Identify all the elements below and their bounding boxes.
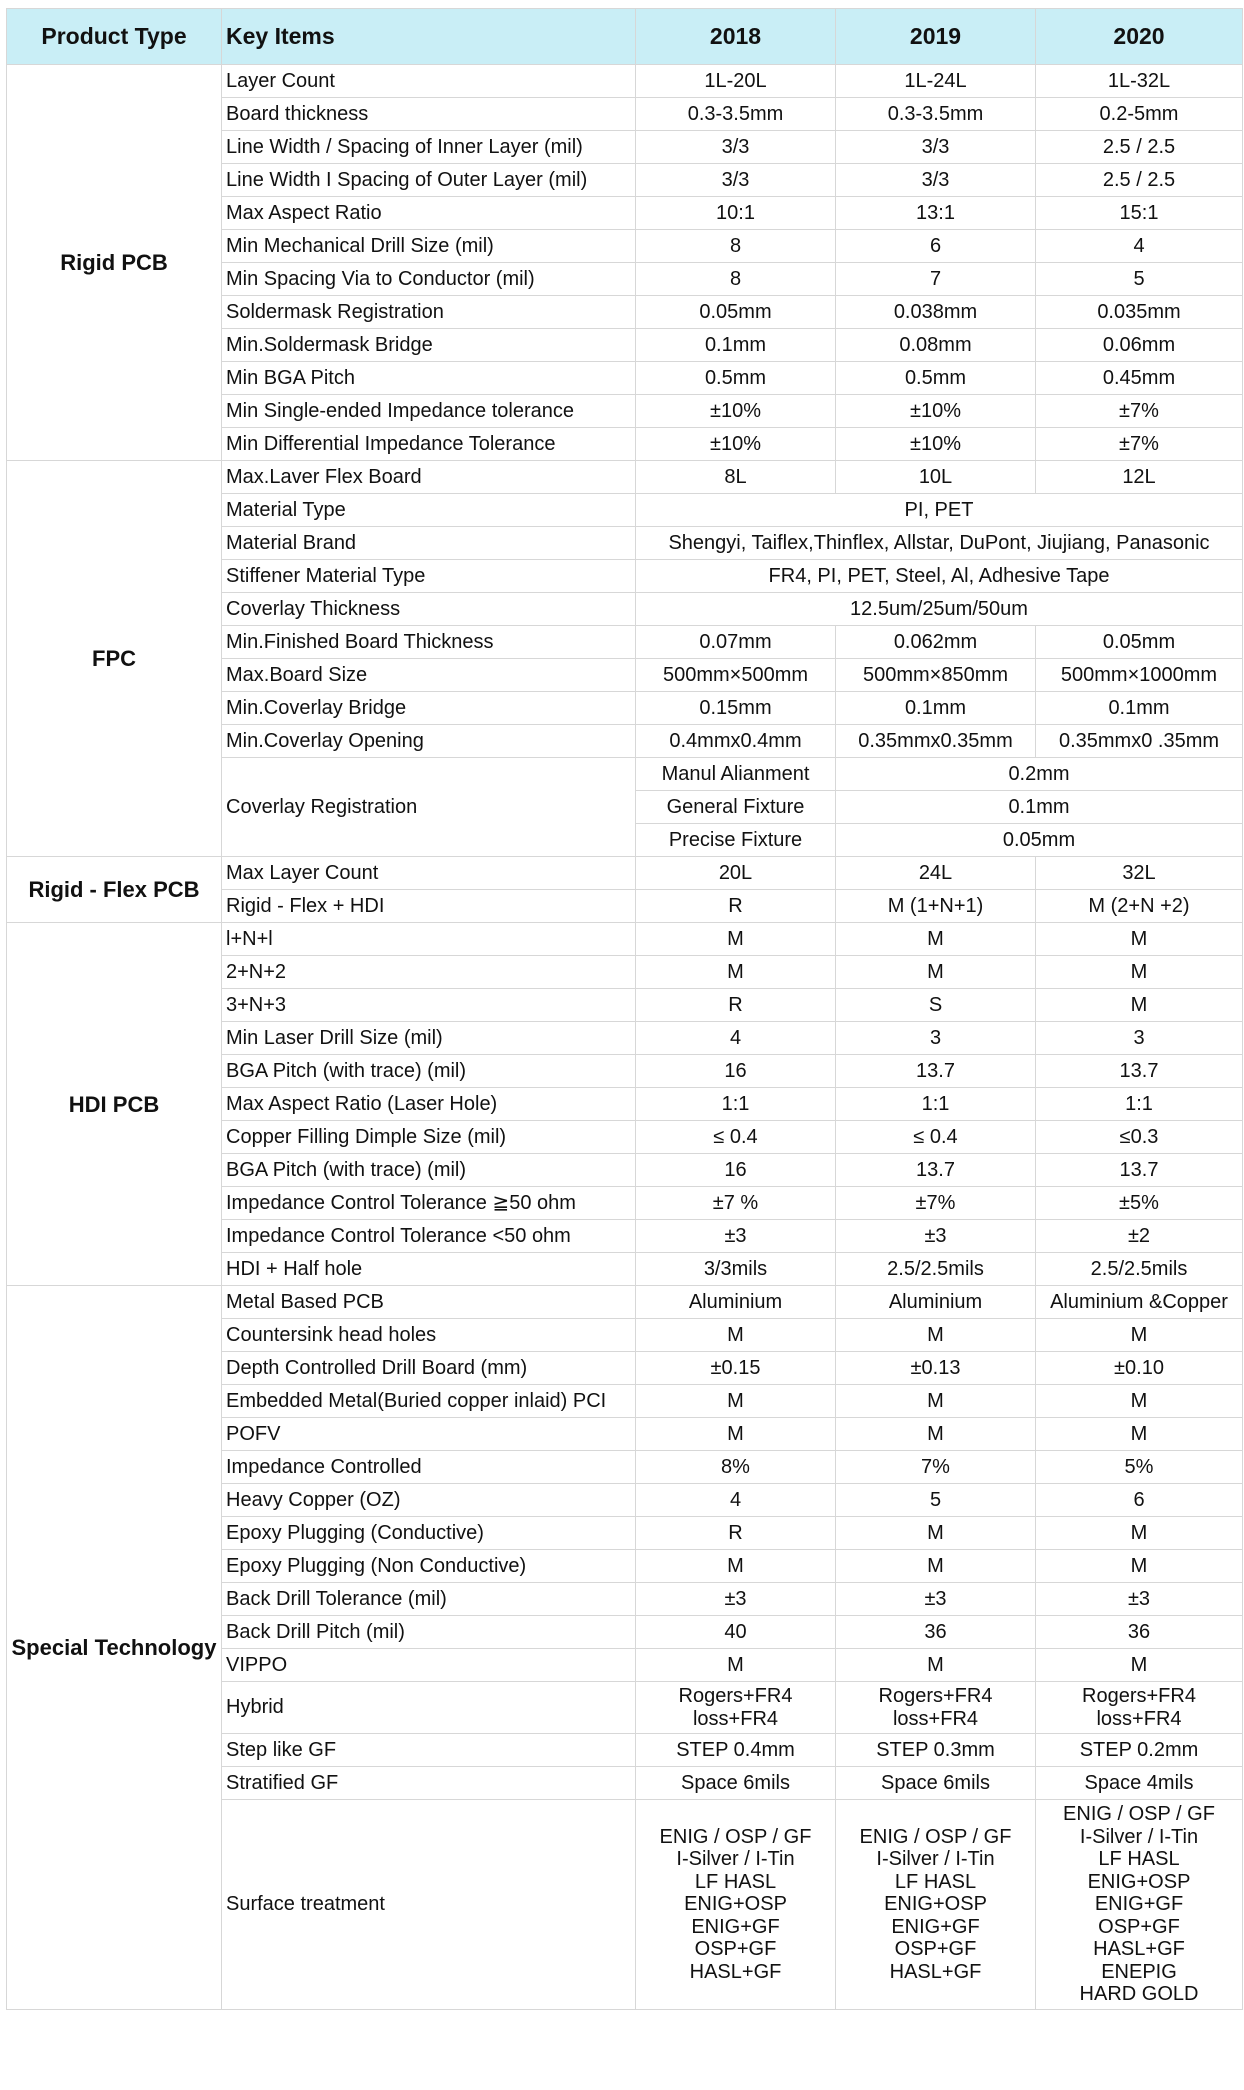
value-line: ENIG+GF: [891, 1915, 980, 1938]
value-cell: 2.5/2.5mils: [836, 1253, 1036, 1286]
value-cell: 16: [636, 1055, 836, 1088]
value-cell: ±7%: [1036, 428, 1243, 461]
value-line: LF HASL: [894, 1870, 977, 1893]
value-cell: M: [836, 1649, 1036, 1682]
value-cell: 0.1mm: [636, 329, 836, 362]
value-cell: 500mm×500mm: [636, 659, 836, 692]
value-cell: 5: [1036, 263, 1243, 296]
value-line: I-Silver / I-Tin: [676, 1848, 795, 1871]
value-cell: ±10%: [836, 395, 1036, 428]
value-cell: M (1+N+1): [836, 890, 1036, 923]
value-line: ENIG / OSP / GF: [1063, 1803, 1215, 1826]
value-cell: 0.45mm: [1036, 362, 1243, 395]
value-cell: M: [1036, 1418, 1243, 1451]
key-item-cell: Coverlay Thickness: [222, 593, 636, 626]
value-cell: [636, 1682, 836, 1734]
value-cell: R: [636, 890, 836, 923]
value-cell: 3/3: [636, 131, 836, 164]
value-cell: ±0.13: [836, 1352, 1036, 1385]
value-cell: 0.05mm: [1036, 626, 1243, 659]
product-type-cell: HDI PCB: [7, 923, 222, 1286]
value-cell: 6: [836, 230, 1036, 263]
value-cell: Space 6mils: [836, 1767, 1036, 1800]
value-line: I-Silver / I-Tin: [876, 1848, 995, 1871]
value-cell: 0.1mm: [1036, 692, 1243, 725]
value-cell: [836, 1800, 1036, 2010]
value-cell: 1:1: [636, 1088, 836, 1121]
value-cell: 13.7: [1036, 1154, 1243, 1187]
table-row: [7, 65, 1243, 98]
value-cell: M: [636, 1385, 836, 1418]
key-item-cell: Step like GF: [222, 1734, 636, 1767]
value-cell: 1L-32L: [1036, 65, 1243, 98]
value-cell: STEP 0.3mm: [836, 1734, 1036, 1767]
key-item-cell: Hybrid: [222, 1682, 636, 1734]
value-cell: M: [1036, 1319, 1243, 1352]
value-cell: 0.4mmx0.4mm: [636, 725, 836, 758]
key-item-cell: Max.Board Size: [222, 659, 636, 692]
value-cell: Shengyi, Taiflex,Thinflex, Allstar, DuPont, Jiujiang, Panasonic: [636, 527, 1243, 560]
key-item-cell: Epoxy Plugging (Non Conductive): [222, 1550, 636, 1583]
value-cell: 0.038mm: [836, 296, 1036, 329]
value-cell: 10L: [836, 461, 1036, 494]
header-row: [7, 9, 1243, 65]
value-cell: Manul Alianment: [636, 758, 836, 791]
value-cell: 36: [836, 1616, 1036, 1649]
value-line: ENEPIG: [1101, 1960, 1177, 1983]
value-cell: Precise Fixture: [636, 824, 836, 857]
key-item-cell: HDI + Half hole: [222, 1253, 636, 1286]
value-cell: M: [636, 1649, 836, 1682]
value-cell: 3: [1036, 1022, 1243, 1055]
value-cell: FR4, PI, PET, Steel, Al, Adhesive Tape: [636, 560, 1243, 593]
value-cell: ±7%: [1036, 395, 1243, 428]
key-item-cell: Embedded Metal(Buried copper inlaid) PCI: [222, 1385, 636, 1418]
key-item-cell: Coverlay Registration: [222, 758, 636, 857]
value-cell: 8L: [636, 461, 836, 494]
value-cell: 0.08mm: [836, 329, 1036, 362]
value-cell: 8: [636, 230, 836, 263]
value-line: ENIG+GF: [1094, 1893, 1184, 1916]
key-item-cell: Min.Finished Board Thickness: [222, 626, 636, 659]
value-cell: Space 4mils: [1036, 1767, 1243, 1800]
value-cell: ±5%: [1036, 1187, 1243, 1220]
table-row: [7, 857, 1243, 890]
value-cell: M: [1036, 923, 1243, 956]
key-item-cell: Impedance Control Tolerance ≧50 ohm: [222, 1187, 636, 1220]
product-type-cell: Special Technology: [7, 1286, 222, 2010]
value-cell: 0.2mm: [836, 758, 1243, 791]
value-cell: 3/3: [836, 131, 1036, 164]
value-cell: ±10%: [636, 428, 836, 461]
value-cell: ±3: [1036, 1583, 1243, 1616]
value-cell: 40: [636, 1616, 836, 1649]
value-cell: 12.5um/25um/50um: [636, 593, 1243, 626]
value-line: Rogers+FR4: [1082, 1685, 1196, 1707]
key-item-cell: Impedance Controlled: [222, 1451, 636, 1484]
value-cell: [1036, 1800, 1243, 2010]
value-cell: 0.2-5mm: [1036, 98, 1243, 131]
value-cell: 0.035mm: [1036, 296, 1243, 329]
table-body: [7, 65, 1243, 2010]
value-line: HASL+GF: [889, 1960, 982, 1983]
key-item-cell: VIPPO: [222, 1649, 636, 1682]
value-cell: 500mm×1000mm: [1036, 659, 1243, 692]
value-cell: ≤ 0.4: [836, 1121, 1036, 1154]
value-cell: 0.1mm: [836, 791, 1243, 824]
key-item-cell: Min.Coverlay Opening: [222, 725, 636, 758]
value-cell: ±0.15: [636, 1352, 836, 1385]
value-cell: ±10%: [636, 395, 836, 428]
value-cell: 13.7: [836, 1055, 1036, 1088]
value-cell: 32L: [1036, 857, 1243, 890]
key-item-cell: Min BGA Pitch: [222, 362, 636, 395]
value-cell: M: [1036, 1517, 1243, 1550]
value-cell: [1036, 1682, 1243, 1734]
key-item-cell: Stratified GF: [222, 1767, 636, 1800]
value-cell: 0.35mmx0.35mm: [836, 725, 1036, 758]
value-cell: [836, 1682, 1036, 1734]
key-item-cell: Min Single-ended Impedance tolerance: [222, 395, 636, 428]
value-cell: 0.06mm: [1036, 329, 1243, 362]
value-cell: M: [636, 1550, 836, 1583]
table-row: [7, 1286, 1243, 1319]
value-line: ENIG / OSP / GF: [659, 1825, 812, 1848]
value-cell: 0.15mm: [636, 692, 836, 725]
value-cell: 5: [836, 1484, 1036, 1517]
value-line: Rogers+FR4: [878, 1685, 993, 1707]
value-cell: 4: [1036, 230, 1243, 263]
value-cell: 4: [636, 1022, 836, 1055]
key-item-cell: Surface treatment: [222, 1800, 636, 2010]
key-item-cell: Layer Count: [222, 65, 636, 98]
value-cell: 0.3-3.5mm: [836, 98, 1036, 131]
header-product-type: Product Type: [7, 9, 222, 65]
value-cell: 20L: [636, 857, 836, 890]
value-cell: 7%: [836, 1451, 1036, 1484]
value-cell: Aluminium: [836, 1286, 1036, 1319]
value-line: ENIG / OSP / GF: [859, 1825, 1012, 1848]
key-item-cell: Min Differential Impedance Tolerance: [222, 428, 636, 461]
value-cell: 24L: [836, 857, 1036, 890]
value-cell: M: [1036, 1385, 1243, 1418]
table-row: [7, 923, 1243, 956]
key-item-cell: Material Brand: [222, 527, 636, 560]
header-year-2019: 2019: [836, 9, 1036, 65]
value-cell: 8%: [636, 1451, 836, 1484]
value-cell: 4: [636, 1484, 836, 1517]
value-cell: General Fixture: [636, 791, 836, 824]
value-cell: [636, 1800, 836, 2010]
key-item-cell: Board thickness: [222, 98, 636, 131]
header-year-2018: 2018: [636, 9, 836, 65]
value-cell: 3/3: [836, 164, 1036, 197]
value-cell: M: [836, 956, 1036, 989]
key-item-cell: Min Spacing Via to Conductor (mil): [222, 263, 636, 296]
value-cell: 3/3mils: [636, 1253, 836, 1286]
value-cell: ±7 %: [636, 1187, 836, 1220]
value-cell: 8: [636, 263, 836, 296]
value-line: LF HASL: [694, 1870, 777, 1893]
value-cell: Aluminium: [636, 1286, 836, 1319]
value-cell: R: [636, 989, 836, 1022]
value-cell: 1L-20L: [636, 65, 836, 98]
value-line: OSP+GF: [894, 1938, 977, 1961]
value-cell: 0.05mm: [836, 824, 1243, 857]
value-cell: M (2+N +2): [1036, 890, 1243, 923]
value-cell: 36: [1036, 1616, 1243, 1649]
header-year-2020: 2020: [1036, 9, 1243, 65]
key-item-cell: Rigid - Flex + HDI: [222, 890, 636, 923]
value-line: ENIG+GF: [691, 1915, 780, 1938]
value-cell: 0.35mmx0 .35mm: [1036, 725, 1243, 758]
key-item-cell: Line Width / Spacing of Inner Layer (mil): [222, 131, 636, 164]
key-item-cell: Max Aspect Ratio: [222, 197, 636, 230]
value-cell: 2.5/2.5mils: [1036, 1253, 1243, 1286]
value-line: HARD GOLD: [1079, 1983, 1199, 2006]
header-key-items: Key Items: [222, 9, 636, 65]
value-cell: 0.5mm: [836, 362, 1036, 395]
value-cell: ≤0.3: [1036, 1121, 1243, 1154]
value-cell: 1:1: [1036, 1088, 1243, 1121]
key-item-cell: Min.Coverlay Bridge: [222, 692, 636, 725]
value-cell: M: [836, 1517, 1036, 1550]
value-line: LF HASL: [1098, 1848, 1180, 1871]
value-cell: M: [636, 1319, 836, 1352]
value-cell: ±2: [1036, 1220, 1243, 1253]
key-item-cell: BGA Pitch (with trace) (mil): [222, 1154, 636, 1187]
value-cell: M: [636, 956, 836, 989]
value-cell: M: [836, 1550, 1036, 1583]
value-line: loss+FR4: [692, 1707, 779, 1730]
value-cell: Space 6mils: [636, 1767, 836, 1800]
key-item-cell: 3+N+3: [222, 989, 636, 1022]
key-item-cell: Min.Soldermask Bridge: [222, 329, 636, 362]
key-item-cell: Countersink head holes: [222, 1319, 636, 1352]
key-item-cell: Heavy Copper (OZ): [222, 1484, 636, 1517]
product-type-cell: Rigid PCB: [7, 65, 222, 461]
key-item-cell: Min Laser Drill Size (mil): [222, 1022, 636, 1055]
value-cell: ±0.10: [1036, 1352, 1243, 1385]
key-item-cell: Depth Controlled Drill Board (mm): [222, 1352, 636, 1385]
value-cell: 13.7: [836, 1154, 1036, 1187]
key-item-cell: Metal Based PCB: [222, 1286, 636, 1319]
value-cell: M: [636, 1418, 836, 1451]
value-cell: 12L: [1036, 461, 1243, 494]
value-line: I-Silver / I-Tin: [1079, 1825, 1199, 1848]
key-item-cell: Stiffener Material Type: [222, 560, 636, 593]
value-cell: ±3: [836, 1583, 1036, 1616]
value-line: loss+FR4: [1096, 1707, 1182, 1730]
value-cell: M: [1036, 989, 1243, 1022]
value-cell: M: [636, 923, 836, 956]
key-item-cell: 2+N+2: [222, 956, 636, 989]
value-cell: ±3: [636, 1583, 836, 1616]
value-cell: ±3: [636, 1220, 836, 1253]
key-item-cell: Back Drill Pitch (mil): [222, 1616, 636, 1649]
value-cell: M: [1036, 956, 1243, 989]
value-cell: S: [836, 989, 1036, 1022]
value-cell: M: [836, 1319, 1036, 1352]
value-cell: ±7%: [836, 1187, 1036, 1220]
value-cell: M: [836, 923, 1036, 956]
key-item-cell: Epoxy Plugging (Conductive): [222, 1517, 636, 1550]
value-cell: 3: [836, 1022, 1036, 1055]
value-line: HASL+GF: [689, 1960, 782, 1983]
key-item-cell: Min Mechanical Drill Size (mil): [222, 230, 636, 263]
value-cell: M: [836, 1385, 1036, 1418]
value-line: HASL+GF: [1093, 1938, 1185, 1961]
key-item-cell: Material Type: [222, 494, 636, 527]
value-cell: 0.1mm: [836, 692, 1036, 725]
value-cell: 13.7: [1036, 1055, 1243, 1088]
value-cell: 0.07mm: [636, 626, 836, 659]
value-cell: PI, PET: [636, 494, 1243, 527]
key-item-cell: Impedance Control Tolerance <50 ohm: [222, 1220, 636, 1253]
key-item-cell: Max Layer Count: [222, 857, 636, 890]
value-cell: 0.3-3.5mm: [636, 98, 836, 131]
value-cell: 0.5mm: [636, 362, 836, 395]
value-cell: 2.5 / 2.5: [1036, 131, 1243, 164]
value-cell: 500mm×850mm: [836, 659, 1036, 692]
value-cell: 10:1: [636, 197, 836, 230]
capability-table: [6, 8, 1243, 2010]
table-row: [7, 461, 1243, 494]
value-line: OSP+GF: [694, 1938, 777, 1961]
value-cell: ±10%: [836, 428, 1036, 461]
key-item-cell: Max.Laver Flex Board: [222, 461, 636, 494]
value-line: loss+FR4: [892, 1707, 979, 1730]
product-type-cell: Rigid - Flex PCB: [7, 857, 222, 923]
key-item-cell: BGA Pitch (with trace) (mil): [222, 1055, 636, 1088]
key-item-cell: l+N+l: [222, 923, 636, 956]
key-item-cell: Soldermask Registration: [222, 296, 636, 329]
value-cell: M: [1036, 1550, 1243, 1583]
key-item-cell: Copper Filling Dimple Size (mil): [222, 1121, 636, 1154]
value-cell: 0.05mm: [636, 296, 836, 329]
value-cell: 13:1: [836, 197, 1036, 230]
value-cell: R: [636, 1517, 836, 1550]
value-line: Rogers+FR4: [678, 1685, 793, 1707]
key-item-cell: Line Width I Spacing of Outer Layer (mil): [222, 164, 636, 197]
value-cell: STEP 0.4mm: [636, 1734, 836, 1767]
value-cell: 1:1: [836, 1088, 1036, 1121]
value-cell: 2.5 / 2.5: [1036, 164, 1243, 197]
value-cell: 3/3: [636, 164, 836, 197]
value-cell: M: [836, 1418, 1036, 1451]
product-type-cell: FPC: [7, 461, 222, 857]
value-cell: Aluminium &Copper: [1036, 1286, 1243, 1319]
value-cell: ±3: [836, 1220, 1036, 1253]
value-line: ENIG+OSP: [884, 1893, 987, 1916]
value-cell: 16: [636, 1154, 836, 1187]
value-line: ENIG+OSP: [684, 1893, 787, 1916]
key-item-cell: POFV: [222, 1418, 636, 1451]
value-cell: 15:1: [1036, 197, 1243, 230]
value-cell: M: [1036, 1649, 1243, 1682]
value-cell: 6: [1036, 1484, 1243, 1517]
key-item-cell: Max Aspect Ratio (Laser Hole): [222, 1088, 636, 1121]
value-line: OSP+GF: [1098, 1915, 1180, 1938]
value-cell: 0.062mm: [836, 626, 1036, 659]
value-cell: 7: [836, 263, 1036, 296]
key-item-cell: Back Drill Tolerance (mil): [222, 1583, 636, 1616]
value-cell: STEP 0.2mm: [1036, 1734, 1243, 1767]
value-cell: 1L-24L: [836, 65, 1036, 98]
value-cell: 5%: [1036, 1451, 1243, 1484]
value-line: ENIG+OSP: [1087, 1870, 1191, 1893]
value-cell: ≤ 0.4: [636, 1121, 836, 1154]
